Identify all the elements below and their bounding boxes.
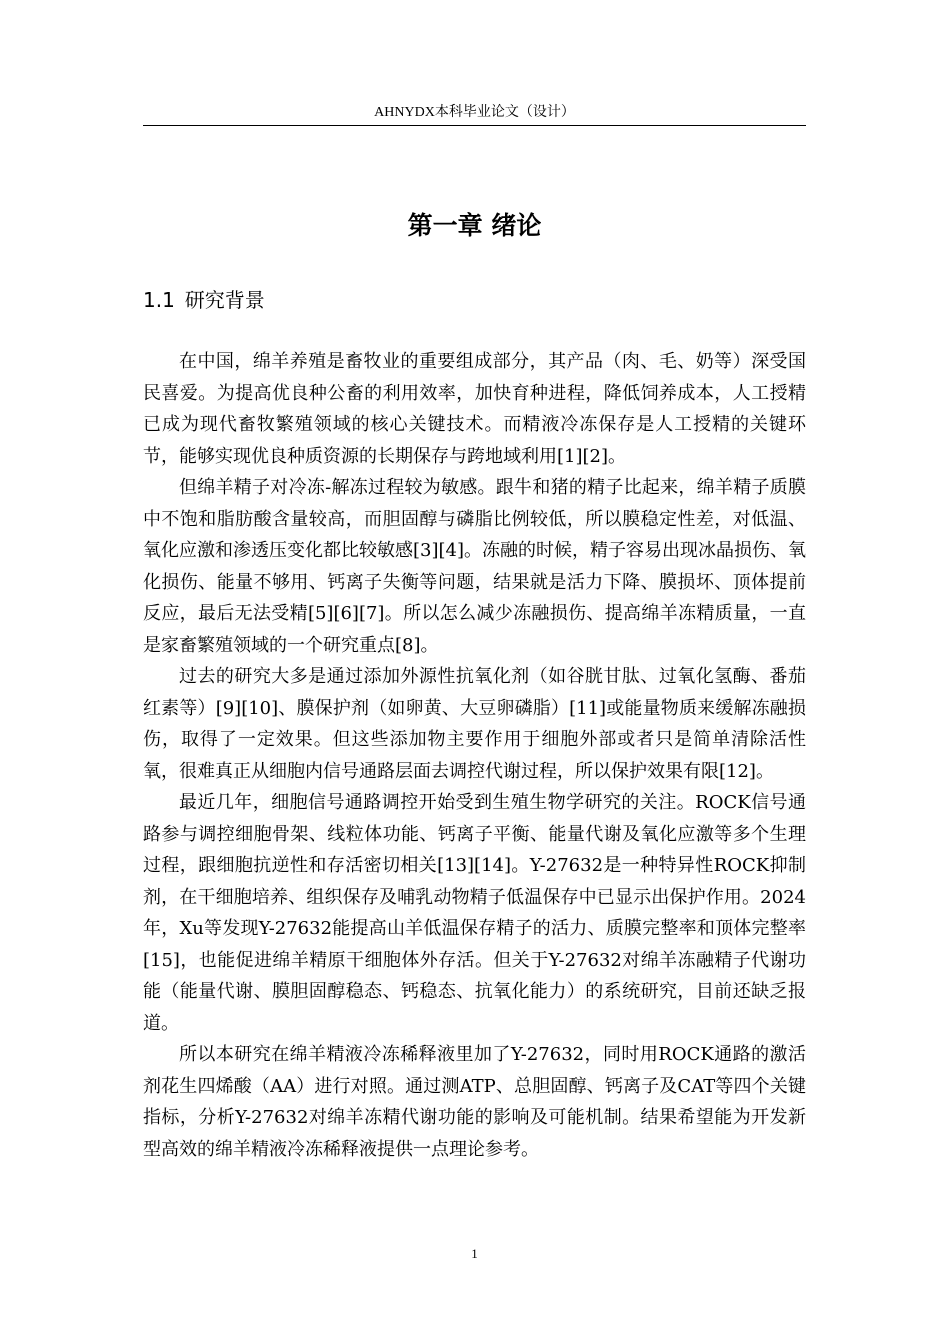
paragraph-4: 最近几年，细胞信号通路调控开始受到生殖生物学研究的关注。ROCK信号通路参与调控细胞骨架、线粒体功能、钙离子平衡、能量代谢及氧化应激等多个生理过程，跟细胞抗逆性和存活密切相关[13][14]。Y-27632是一种特异性ROCK抑制剂，在干细胞培养、组织保存及哺乳动物精子低温保存中已显示出保护作用。2024年，Xu等发现Y-27632能提高山羊低温保存精子的活力、质膜完整率和顶体完整率[15]，也能促进绵羊精原干细胞体外存活。但关于Y-27632对绵羊冻融精子代谢功能（能量代谢、膜胆固醇稳态、钙稳态、抗氧化能力）的系统研究，目前还缺乏报道。 <box>143 792 806 1034</box>
body-text <box>143 346 806 1165</box>
paragraph-3: 过去的研究大多是通过添加外源性抗氧化剂（如谷胱甘肽、过氧化氢酶、番茄红素等）[9][10]、膜保护剂（如卵黄、大豆卵磷脂）[11]或能量物质来缓解冻融损伤，取得了一定效果。但这些添加物主要作用于细胞外部或者只是简单清除活性氧，很难真正从细胞内信号通路层面去调控代谢过程，所以保护效果有限[12]。 <box>143 666 806 782</box>
section-title: 研究背景 <box>184 288 265 312</box>
paragraph-5: 所以本研究在绵羊精液冷冻稀释液里加了Y-27632，同时用ROCK通路的激活剂花生四烯酸（AA）进行对照。通过测ATP、总胆固醇、钙离子及CAT等四个关键指标，分析Y-27632对绵羊冻精代谢功能的影响及可能机制。结果希望能为开发新型高效的绵羊精液冷冻稀释液提供一点理论参考。 <box>143 1044 806 1160</box>
section-number: 1.1 <box>143 288 175 312</box>
running-header: AHNYDX本科毕业论文（设计） <box>374 105 575 120</box>
section-heading <box>143 284 806 316</box>
paragraph-1: 在中国，绵羊养殖是畜牧业的重要组成部分，其产品（肉、毛、奶等）深受国民喜爱。为提高优良种公畜的利用效率，加快育种进程，降低饲养成本，人工授精已成为现代畜牧繁殖领域的核心关键技术。而精液冷冻保存是人工授精的关键环节，能够实现优良种质资源的长期保存与跨地域利用[1][2]。 <box>143 351 806 467</box>
header-rule <box>143 125 806 126</box>
chapter-title: 第一章 绪论 <box>407 211 542 240</box>
page-number: 1 <box>471 1246 478 1261</box>
paragraph-2: 但绵羊精子对冷冻-解冻过程较为敏感。跟牛和猪的精子比起来，绵羊精子质膜中不饱和脂肪酸含量较高，而胆固醇与磷脂比例较低，所以膜稳定性差，对低温、氧化应激和渗透压变化都比较敏感[3][4]。冻融的时候，精子容易出现冰晶损伤、氧化损伤、能量不够用、钙离子失衡等问题，结果就是活力下降、膜损坏、顶体提前反应，最后无法受精[5][6][7]。所以怎么减少冻融损伤、提高绵羊冻精质量，一直是家畜繁殖领域的一个研究重点[8]。 <box>143 477 806 656</box>
